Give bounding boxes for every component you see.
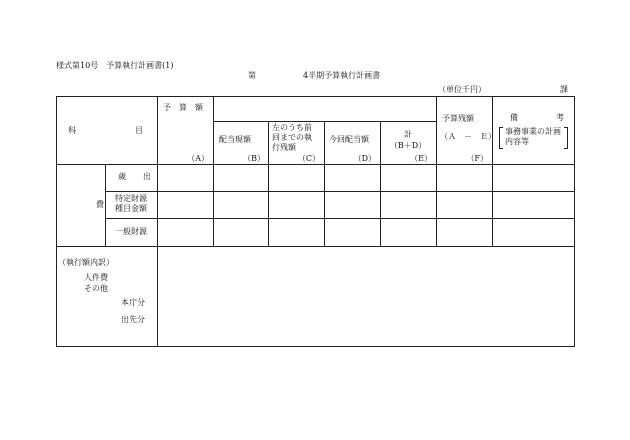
remarks-sub-line2: 内容等 <box>505 137 529 146</box>
expenditure-right: 出 <box>143 172 151 181</box>
budget-code: （A） <box>187 154 209 163</box>
budget-label: 予 算 額 <box>163 103 203 112</box>
remarks-label-left: 備 <box>510 113 518 122</box>
breakdown-personnel: 人件費 <box>84 273 108 282</box>
remarks-label-right: 考 <box>556 113 564 122</box>
page-title: 4半期予算執行計画書 <box>303 71 381 80</box>
allocated-code: （B） <box>243 154 265 163</box>
expense-group-label: 費 <box>96 200 104 209</box>
general-source: 一般財源 <box>115 227 147 236</box>
current-label: 今回配当額 <box>329 135 369 144</box>
item-label-left: 科 <box>68 126 76 135</box>
remarks-bracket-left <box>499 127 503 149</box>
allocated-label: 配当現額 <box>219 135 251 144</box>
department-label: 課 <box>560 85 568 94</box>
current-code: （D） <box>353 154 376 163</box>
item-label-right: 目 <box>135 126 143 135</box>
prior-label-line3: 行残額 <box>272 143 296 152</box>
remaining-code: （F） <box>466 154 488 163</box>
total-label: 計 <box>404 130 412 139</box>
breakdown-head-office: 本庁分 <box>121 298 145 307</box>
expenditure-left: 歳 <box>118 172 126 181</box>
remaining-label: 予算残額 <box>442 114 474 123</box>
breakdown-title: （執行額内訳） <box>58 258 114 267</box>
title-prefix: 第 <box>248 71 256 80</box>
prior-label-line2: 回までの執 <box>272 133 312 142</box>
specific-source-line2: 種目金額 <box>115 204 147 213</box>
prior-code: （C） <box>297 154 320 163</box>
specific-source-line1: 特定財源 <box>115 194 147 203</box>
breakdown-other: その他 <box>84 284 108 293</box>
unit-label: （単位千円） <box>438 85 486 94</box>
remarks-bracket-right <box>564 127 568 149</box>
remarks-sub-line1: 事務事業の計画 <box>505 127 561 136</box>
total-code: （E） <box>410 154 432 163</box>
remaining-formula: （Ａ － Ｅ） <box>440 132 496 141</box>
prior-label-line1: 左のうち前 <box>272 123 312 132</box>
total-formula: （B＋D） <box>389 141 427 150</box>
form-number: 様式第10号 予算執行計画書(1) <box>56 61 174 70</box>
breakdown-branch: 出先分 <box>121 315 145 324</box>
